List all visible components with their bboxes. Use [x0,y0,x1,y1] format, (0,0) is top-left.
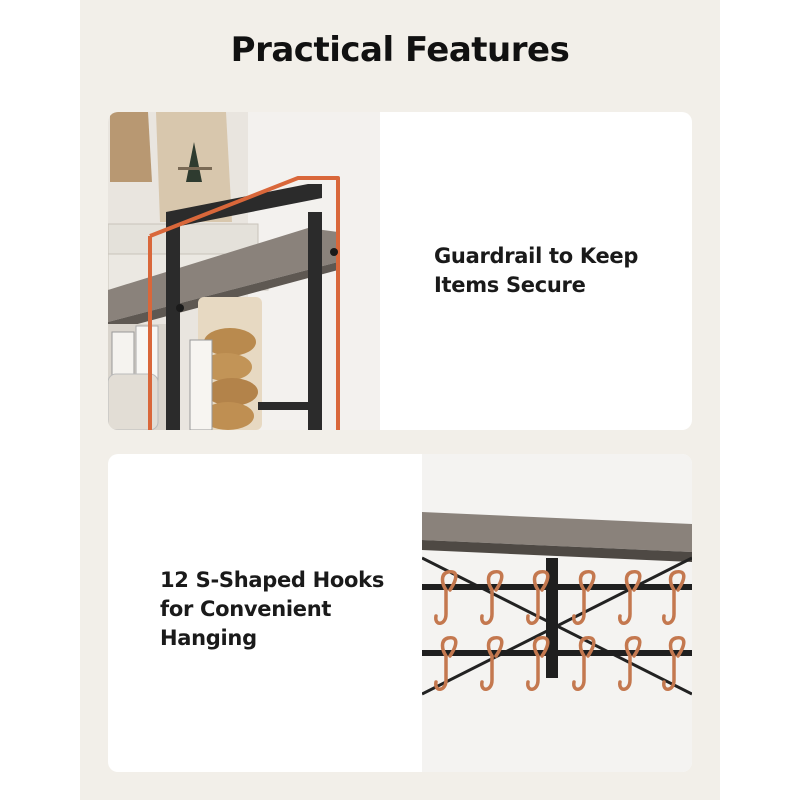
page-title: Practical Features [230,30,570,70]
caption-line: for Convenient [160,597,332,621]
guardrail-shelf-illustration [108,112,380,430]
s-hooks-illustration [422,454,692,772]
guardrail-shelf-photo [108,112,380,430]
caption-line: Hanging [160,626,257,650]
feature-card-hooks [108,454,692,772]
caption-line: Guardrail to Keep [434,244,639,268]
caption-line: Items Secure [434,273,586,297]
s-hooks-photo [422,454,692,772]
caption-line: 12 S-Shaped Hooks [160,568,385,592]
feature-caption-guardrail [434,242,674,300]
feature-caption-hooks [160,566,420,653]
feature-card-guardrail [108,112,692,430]
